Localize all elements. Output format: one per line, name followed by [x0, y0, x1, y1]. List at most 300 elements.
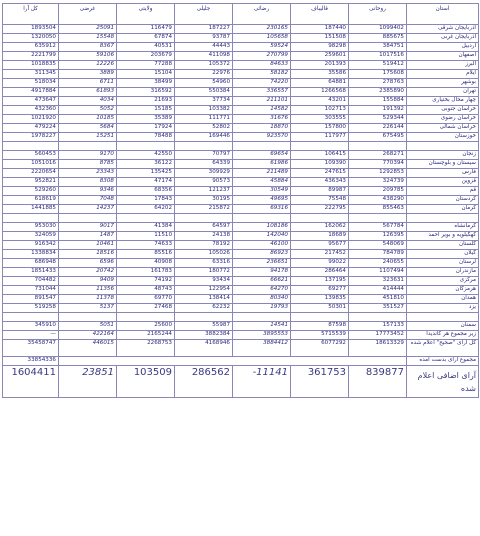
extra-cell: 839877	[349, 366, 407, 398]
vote-cell: 6596	[59, 259, 117, 268]
table-row	[3, 25, 479, 34]
table-row	[3, 277, 479, 286]
vote-cell: 518034	[3, 79, 59, 88]
blank-row	[3, 214, 479, 223]
vote-cell: 35586	[291, 70, 349, 79]
vote-cell: 24138	[175, 232, 233, 241]
vote-cell: 67874	[117, 34, 175, 43]
table-row	[3, 43, 479, 52]
blank-row	[3, 313, 479, 322]
vote-cell: 324739	[349, 178, 407, 187]
vote-cell: 41384	[117, 223, 175, 232]
vote-cell: 55987	[175, 322, 233, 331]
vote-cell: 5684	[59, 124, 117, 133]
vote-cell: 1017516	[349, 52, 407, 61]
subtotal-cell: 422164	[59, 331, 117, 340]
vote-cell: 855463	[349, 205, 407, 214]
vote-cell: 42550	[117, 151, 175, 160]
vote-cell: 209785	[349, 187, 407, 196]
vote-cell: 2221799	[3, 52, 59, 61]
vote-cell: 1851433	[3, 268, 59, 277]
vote-cell: 323631	[349, 277, 407, 286]
province-name: مازندران	[407, 268, 479, 277]
province-name: خراسان شمالی	[407, 124, 479, 133]
vote-cell	[175, 214, 233, 223]
extra-cell: 103509	[117, 366, 175, 398]
header-jalili: جلیلی	[175, 4, 233, 25]
vote-cell	[349, 313, 407, 322]
header-row	[3, 4, 479, 25]
obtained-total-row	[3, 357, 479, 366]
vote-cell: 952821	[3, 178, 59, 187]
vote-cell	[59, 214, 117, 223]
table-row	[3, 52, 479, 61]
vote-cell: 21693	[117, 97, 175, 106]
table-row	[3, 151, 479, 160]
obtained-total: 33854336	[3, 357, 59, 366]
vote-cell: 36122	[117, 160, 175, 169]
published-cell: 446015	[59, 340, 117, 357]
vote-cell: 217452	[291, 250, 349, 259]
vote-cell: 226144	[349, 124, 407, 133]
vote-cell: 731044	[3, 286, 59, 295]
vote-cell	[233, 313, 291, 322]
vote-cell: 64202	[117, 205, 175, 214]
province-name: ایلام	[407, 70, 479, 79]
extra-cell: 23851	[59, 366, 117, 398]
vote-cell: 704482	[3, 277, 59, 286]
vote-cell: 31676	[233, 115, 291, 124]
vote-cell: 1320050	[3, 34, 59, 43]
province-name: چهار محال بختیاری	[407, 97, 479, 106]
vote-cell: 230165	[233, 25, 291, 34]
vote-cell: 18516	[59, 250, 117, 259]
vote-cell	[59, 313, 117, 322]
table-row	[3, 61, 479, 70]
vote-cell: 270799	[233, 52, 291, 61]
table-row	[3, 250, 479, 259]
subtotal-cell: 5715539	[291, 331, 349, 340]
province-name: قزوین	[407, 178, 479, 187]
vote-cell: 891547	[3, 295, 59, 304]
vote-cell: 473647	[3, 97, 59, 106]
vote-cell: 108186	[233, 223, 291, 232]
vote-cell: 187440	[291, 25, 349, 34]
table-row	[3, 196, 479, 205]
vote-cell: 162062	[291, 223, 349, 232]
vote-cell: 47174	[117, 178, 175, 187]
published-cell: 35458747	[3, 340, 59, 357]
vote-cell: 278763	[349, 79, 407, 88]
province-name: گیلان	[407, 250, 479, 259]
vote-cell: 69770	[117, 295, 175, 304]
province-name: فارس	[407, 169, 479, 178]
vote-cell: 109390	[291, 160, 349, 169]
table-row	[3, 70, 479, 79]
vote-cell: 286464	[291, 268, 349, 277]
vote-cell: 44443	[175, 43, 233, 52]
vote-cell: 7048	[59, 196, 117, 205]
vote-cell: 451810	[349, 295, 407, 304]
subtotal-cell: 17773452	[349, 331, 407, 340]
province-name: خراسان جنوبی	[407, 106, 479, 115]
vote-cell: 105026	[175, 250, 233, 259]
vote-cell: 916342	[3, 241, 59, 250]
extra-cell: -11141	[233, 366, 291, 398]
vote-cell	[117, 313, 175, 322]
vote-cell: 78488	[117, 133, 175, 142]
vote-cell: 40908	[117, 259, 175, 268]
subtotal-row	[3, 331, 479, 340]
vote-cell: 17843	[117, 196, 175, 205]
vote-cell: 64270	[233, 286, 291, 295]
vote-cell: 12226	[59, 61, 117, 70]
vote-cell: 1021920	[3, 115, 59, 124]
vote-cell: 414444	[349, 286, 407, 295]
vote-cell: 18689	[291, 232, 349, 241]
vote-cell: 95677	[291, 241, 349, 250]
vote-cell: 105658	[233, 34, 291, 43]
header-velayati: ولایتی	[117, 4, 175, 25]
vote-cell: 203679	[117, 52, 175, 61]
vote-cell: 20742	[59, 268, 117, 277]
table-row	[3, 97, 479, 106]
vote-cell: 138414	[175, 295, 233, 304]
vote-cell: 117977	[291, 133, 349, 142]
province-name: کرمانشاه	[407, 223, 479, 232]
vote-cell: 135425	[117, 169, 175, 178]
vote-cell: 87598	[291, 322, 349, 331]
vote-cell: 43201	[291, 97, 349, 106]
vote-cell: 8308	[59, 178, 117, 187]
subtotal-cell: —	[3, 331, 59, 340]
vote-cell: 885675	[349, 34, 407, 43]
vote-cell: 64881	[291, 79, 349, 88]
vote-cell: 479224	[3, 124, 59, 133]
vote-cell: 1978227	[3, 133, 59, 142]
vote-cell: 4917884	[3, 88, 59, 97]
vote-cell: 14582	[233, 106, 291, 115]
vote-cell: 78192	[175, 241, 233, 250]
province-name: تهران	[407, 88, 479, 97]
vote-cell: 137195	[291, 277, 349, 286]
vote-cell: 69654	[233, 151, 291, 160]
vote-cell: 345910	[3, 322, 59, 331]
vote-cell: 37734	[175, 97, 233, 106]
table-row	[3, 178, 479, 187]
vote-cell: 18870	[233, 124, 291, 133]
vote-cell: 2385890	[349, 88, 407, 97]
vote-cell	[291, 214, 349, 223]
published-cell: 18613329	[349, 340, 407, 357]
vote-cell: 11510	[117, 232, 175, 241]
vote-cell: 1893504	[3, 25, 59, 34]
province-name: مرکزی	[407, 277, 479, 286]
published-cell: 2268753	[117, 340, 175, 357]
vote-cell: 86923	[233, 250, 291, 259]
vote-cell: 46100	[233, 241, 291, 250]
province-name	[407, 313, 479, 322]
vote-cell: 49695	[233, 196, 291, 205]
vote-cell: 2220654	[3, 169, 59, 178]
table-row	[3, 34, 479, 43]
vote-cell	[3, 313, 59, 322]
extra-label: آرای اضافی اعلام شده	[407, 366, 479, 398]
vote-cell: 102713	[291, 106, 349, 115]
vote-cell: 3889	[59, 70, 117, 79]
vote-cell: 50301	[291, 304, 349, 313]
table-row	[3, 241, 479, 250]
province-name: سیستان و بلوچستان	[407, 160, 479, 169]
extra-cell: 1604411	[3, 366, 59, 398]
extra-cell: 361753	[291, 366, 349, 398]
header-rouhani: روحانی	[349, 4, 407, 25]
vote-cell: 1441885	[3, 205, 59, 214]
vote-cell: 211489	[233, 169, 291, 178]
vote-cell: 8785	[59, 160, 117, 169]
province-name: خوزستان	[407, 133, 479, 142]
table-row	[3, 79, 479, 88]
vote-cell: 62232	[175, 304, 233, 313]
vote-cell: 106415	[291, 151, 349, 160]
vote-cell: 5137	[59, 304, 117, 313]
vote-cell: 63316	[175, 259, 233, 268]
subtotal-label: زیر مجموع هر کاندیدا	[407, 331, 479, 340]
vote-cell: 155884	[349, 97, 407, 106]
vote-cell: 8367	[59, 43, 117, 52]
vote-cell: 15548	[59, 34, 117, 43]
vote-cell: 519412	[349, 61, 407, 70]
vote-cell: 953030	[3, 223, 59, 232]
province-name: بوشهر	[407, 79, 479, 88]
vote-cell	[117, 214, 175, 223]
province-name: زنجان	[407, 151, 479, 160]
vote-cell: 48743	[117, 286, 175, 295]
vote-cell: 15251	[59, 133, 117, 142]
province-name: اردبیل	[407, 43, 479, 52]
vote-cell: 11356	[59, 286, 117, 295]
vote-cell: 432360	[3, 106, 59, 115]
table-row	[3, 205, 479, 214]
vote-cell: 45884	[233, 178, 291, 187]
vote-cell: 74192	[117, 277, 175, 286]
province-name: آذربایجان غربی	[407, 34, 479, 43]
vote-cell: 15104	[117, 70, 175, 79]
vote-cell: 438290	[349, 196, 407, 205]
header-gharazi: غرضی	[59, 4, 117, 25]
vote-cell: 157133	[349, 322, 407, 331]
vote-cell: 74220	[233, 79, 291, 88]
header-province: استان	[407, 4, 479, 25]
province-name: همدان	[407, 295, 479, 304]
vote-cell: 14541	[233, 322, 291, 331]
vote-cell: 675495	[349, 133, 407, 142]
vote-cell: 247615	[291, 169, 349, 178]
vote-cell: 10185	[59, 115, 117, 124]
vote-cell: 618619	[3, 196, 59, 205]
vote-cell	[3, 214, 59, 223]
table-row	[3, 232, 479, 241]
vote-cell: 116479	[117, 25, 175, 34]
vote-cell: 93787	[175, 34, 233, 43]
header-ghalibaf: قالیباف	[291, 4, 349, 25]
table-row	[3, 115, 479, 124]
table-row	[3, 160, 479, 169]
vote-cell: 61986	[233, 160, 291, 169]
vote-cell: 90573	[175, 178, 233, 187]
province-name: البرز	[407, 61, 479, 70]
vote-cell: 30549	[233, 187, 291, 196]
vote-cell: 98298	[291, 43, 349, 52]
province-rows	[3, 25, 479, 331]
vote-cell: 169446	[175, 133, 233, 142]
vote-cell: 686948	[3, 259, 59, 268]
vote-cell: 9409	[59, 277, 117, 286]
vote-cell: 1018835	[3, 61, 59, 70]
vote-cell	[175, 313, 233, 322]
province-name: کهگیلویه و بویر احمد	[407, 232, 479, 241]
header-total-votes: کل آرا	[3, 4, 59, 25]
vote-cell: 70797	[175, 151, 233, 160]
table-row	[3, 304, 479, 313]
vote-cell: 211101	[233, 97, 291, 106]
table-row	[3, 259, 479, 268]
vote-cell: 268271	[349, 151, 407, 160]
vote-cell: 69316	[233, 205, 291, 214]
vote-cell: 222795	[291, 205, 349, 214]
vote-cell: 22976	[175, 70, 233, 79]
province-name: آذربایجان شرقی	[407, 25, 479, 34]
vote-cell: 923570	[233, 133, 291, 142]
vote-cell	[349, 214, 407, 223]
vote-cell: 27468	[117, 304, 175, 313]
header-rezaei: رضائی	[233, 4, 291, 25]
province-name	[407, 214, 479, 223]
vote-cell: 66621	[233, 277, 291, 286]
vote-cell	[349, 142, 407, 151]
vote-cell: 316592	[117, 88, 175, 97]
table-row	[3, 187, 479, 196]
vote-cell: 17924	[117, 124, 175, 133]
vote-cell: 75548	[291, 196, 349, 205]
vote-cell: 201393	[291, 61, 349, 70]
vote-cell: 142040	[233, 232, 291, 241]
province-name: قم	[407, 187, 479, 196]
vote-cell: 59524	[233, 43, 291, 52]
vote-cell: 25600	[117, 322, 175, 331]
published-label: کل آرای "صحیح" اعلام شده	[407, 340, 479, 357]
vote-cell: 54960	[175, 79, 233, 88]
vote-cell: 191392	[349, 106, 407, 115]
vote-cell: 1338834	[3, 250, 59, 259]
vote-cell: 68356	[117, 187, 175, 196]
vote-cell: 259601	[291, 52, 349, 61]
vote-cell: 9346	[59, 187, 117, 196]
vote-cell: 309929	[175, 169, 233, 178]
vote-cell: 94178	[233, 268, 291, 277]
table-row	[3, 106, 479, 115]
province-name: اصفهان	[407, 52, 479, 61]
summary-rows	[3, 331, 479, 398]
province-name	[407, 142, 479, 151]
vote-cell: 324059	[3, 232, 59, 241]
vote-cell: 1099402	[349, 25, 407, 34]
vote-cell: 10461	[59, 241, 117, 250]
extra-cell: 286562	[175, 366, 233, 398]
vote-cell: 25091	[59, 25, 117, 34]
vote-cell: 85516	[117, 250, 175, 259]
table-row	[3, 133, 479, 142]
vote-cell: 80340	[233, 295, 291, 304]
vote-cell: 11378	[59, 295, 117, 304]
vote-cell: 9170	[59, 151, 117, 160]
table-row	[3, 169, 479, 178]
vote-cell: 126395	[349, 232, 407, 241]
vote-cell: 311345	[3, 70, 59, 79]
province-name: گلستان	[407, 241, 479, 250]
vote-cell	[233, 142, 291, 151]
vote-cell: 157800	[291, 124, 349, 133]
vote-cell: 1107494	[349, 268, 407, 277]
vote-cell: 548069	[349, 241, 407, 250]
vote-cell: 1487	[59, 232, 117, 241]
vote-cell: 93434	[175, 277, 233, 286]
vote-cell: 64339	[175, 160, 233, 169]
vote-cell: 161783	[117, 268, 175, 277]
results-table	[2, 3, 479, 398]
extra-votes-row	[3, 366, 479, 398]
vote-cell: 52802	[175, 124, 233, 133]
published-cell: 6077292	[291, 340, 349, 357]
vote-cell: 35389	[117, 115, 175, 124]
vote-cell: 15185	[117, 106, 175, 115]
province-name: کردستان	[407, 196, 479, 205]
vote-cell: 529260	[3, 187, 59, 196]
vote-cell: 411098	[175, 52, 233, 61]
vote-cell: 111771	[175, 115, 233, 124]
vote-cell: 240655	[349, 259, 407, 268]
table-row	[3, 268, 479, 277]
vote-cell	[59, 142, 117, 151]
vote-cell: 784789	[349, 250, 407, 259]
subtotal-cell: 2165244	[117, 331, 175, 340]
vote-cell: 23343	[59, 169, 117, 178]
vote-cell: 336557	[233, 88, 291, 97]
vote-cell: 351527	[349, 304, 407, 313]
vote-cell: 99022	[291, 259, 349, 268]
blank-row	[3, 142, 479, 151]
vote-cell: 5052	[59, 106, 117, 115]
vote-cell	[233, 214, 291, 223]
vote-cell: 770394	[349, 160, 407, 169]
table-row	[3, 223, 479, 232]
vote-cell: 567784	[349, 223, 407, 232]
published-total-row	[3, 340, 479, 357]
vote-cell: 303555	[291, 115, 349, 124]
vote-cell: 59106	[59, 52, 117, 61]
vote-cell: 215872	[175, 205, 233, 214]
vote-cell: 103382	[175, 106, 233, 115]
vote-cell: 121237	[175, 187, 233, 196]
subtotal-cell: 3895553	[233, 331, 291, 340]
vote-cell: 122954	[175, 286, 233, 295]
vote-cell: 550384	[175, 88, 233, 97]
vote-cell: 139835	[291, 295, 349, 304]
vote-cell: 64597	[175, 223, 233, 232]
vote-cell	[3, 142, 59, 151]
vote-cell: 560453	[3, 151, 59, 160]
published-cell: 4168946	[175, 340, 233, 357]
